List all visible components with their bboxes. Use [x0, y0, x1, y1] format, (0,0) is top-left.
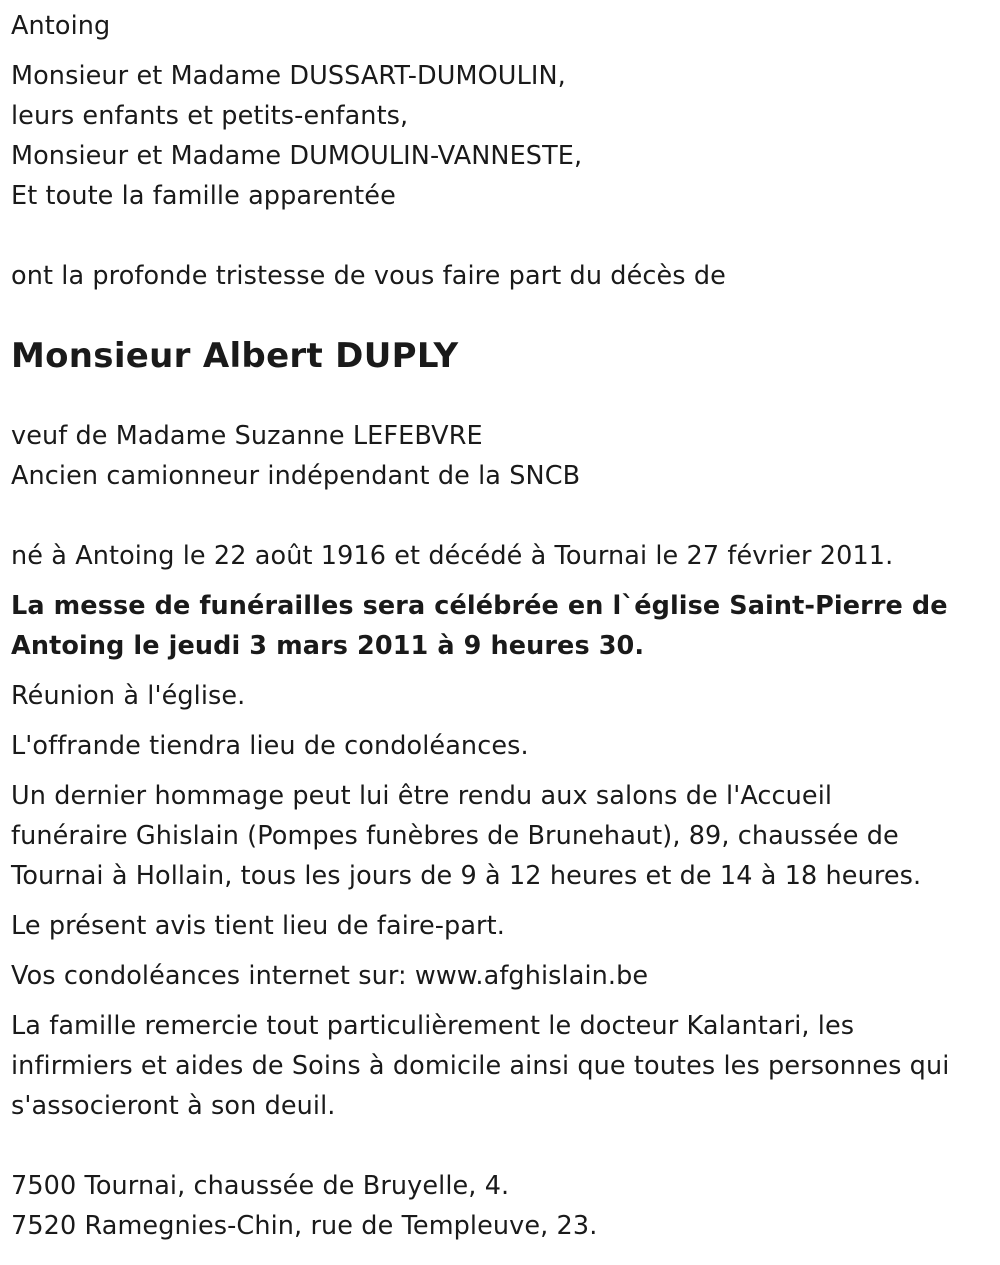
deceased-name: Monsieur Albert DUPLY: [11, 336, 459, 376]
faire-part-text: Le présent avis tient lieu de faire-part.: [11, 911, 505, 941]
meeting-text: Réunion à l'église.: [11, 681, 246, 711]
thanks-line: La famille remercie tout particulièrement le docteur Kalantari, les: [11, 1011, 855, 1041]
announcement-text: ont la profonde tristesse de vous faire part du décès de: [11, 261, 726, 291]
thanks-line: infirmiers et aides de Soins à domicile ainsi que toutes les personnes qui: [11, 1051, 950, 1081]
condolences-text: Vos condoléances internet sur: www.afghislain.be: [11, 961, 649, 991]
town-label: Antoing: [11, 11, 111, 41]
family-line: leurs enfants et petits-enfants,: [11, 101, 409, 131]
homage-text: [11, 776, 991, 896]
homage-line: Un dernier hommage peut lui être rendu aux salons de l'Accueil: [11, 781, 833, 811]
family-line: Et toute la famille apparentée: [11, 181, 396, 211]
deceased-details: [11, 416, 991, 496]
family-line: Monsieur et Madame DUMOULIN-VANNESTE,: [11, 141, 583, 171]
funeral-mass-text: [11, 586, 991, 666]
detail-line: veuf de Madame Suzanne LEFEBVRE: [11, 421, 483, 451]
obituary-notice: [11, 6, 991, 1246]
family-list: [11, 56, 991, 216]
homage-line: Tournai à Hollain, tous les jours de 9 à 12 heures et de 14 à 18 heures.: [11, 861, 922, 891]
mass-line: La messe de funérailles sera célébrée en l`église Saint-Pierre de: [11, 591, 948, 621]
homage-line: funéraire Ghislain (Pompes funèbres de Brunehaut), 89, chaussée de: [11, 821, 899, 851]
address-line: 7500 Tournai, chaussée de Bruyelle, 4.: [11, 1171, 510, 1201]
thanks-text: [11, 1006, 991, 1126]
address-line: 7520 Ramegnies-Chin, rue de Templeuve, 23.: [11, 1211, 598, 1241]
thanks-line: s'associeront à son deuil.: [11, 1091, 336, 1121]
detail-line: Ancien camionneur indépendant de la SNCB: [11, 461, 581, 491]
address-list: [11, 1166, 991, 1246]
offering-text: L'offrande tiendra lieu de condoléances.: [11, 731, 529, 761]
family-line: Monsieur et Madame DUSSART-DUMOULIN,: [11, 61, 566, 91]
birth-death-text: né à Antoing le 22 août 1916 et décédé à Tournai le 27 février 2011.: [11, 541, 894, 571]
mass-line: Antoing le jeudi 3 mars 2011 à 9 heures 30.: [11, 631, 645, 661]
